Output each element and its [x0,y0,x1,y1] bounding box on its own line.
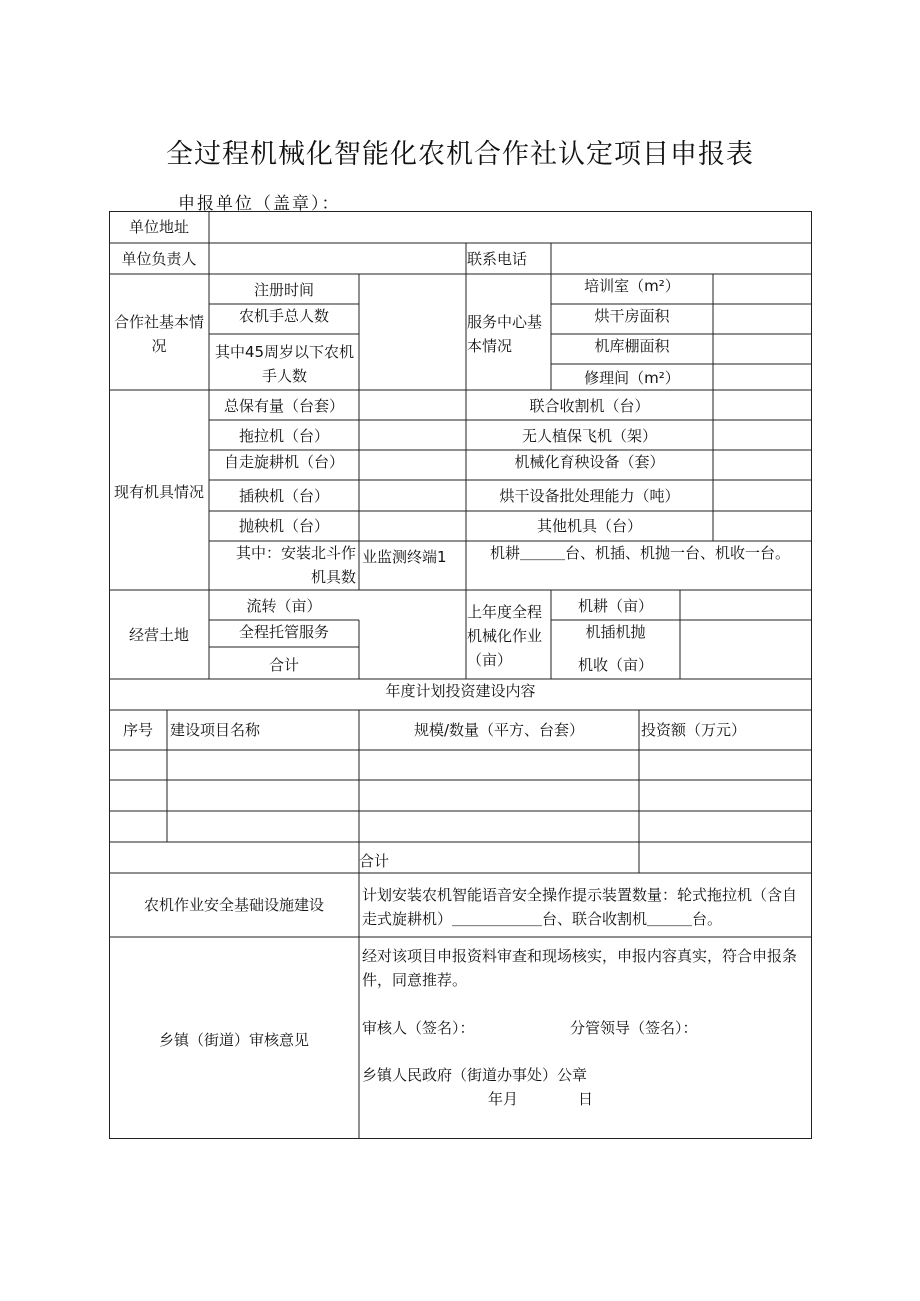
town-date: 年月 日 [488,1090,594,1108]
label-machinery: 现有机具情况 [113,483,204,501]
label-drone: 无人植保飞机（架） [521,427,657,445]
label-dryer-capacity: 烘干设备批处理能力（吨） [499,487,680,505]
label-seedling: 机械化育秧设备（套） [514,453,665,471]
label-phone: 联系电话 [467,250,528,268]
label-other: 其他机具（台） [536,517,642,535]
applicant-label: 申报单位（盖章）： [178,194,341,214]
label-harvest: 机收（亩） [577,656,653,674]
label-insert: 机插机抛 [585,623,646,641]
label-training: 培训室（m²） [584,277,680,295]
label-operators: 农机手总人数 [238,307,329,325]
label-transfer: 流转（亩） [246,597,322,615]
label-rotary: 自走旋耕机（台） [223,453,344,471]
label-safety: 农机作业安全基础设施建设 [143,896,324,914]
leader-sign: 分管领导（签名）： [570,1019,698,1037]
label-thrower: 抛秧机（台） [238,517,329,535]
label-repair: 修理间（m²） [584,369,680,387]
label-harvester: 联合收割机（台） [529,397,650,415]
label-monitor: 业监测终端1 [362,548,447,566]
col-amount: 投资额（万元） [641,721,747,739]
col-name: 建设项目名称 [170,721,261,739]
label-mach-total: 总保有量（台套） [223,397,344,415]
label-coop: 合作社基本情况 [113,313,204,355]
reviewer-sign: 审核人（签名）： [362,1019,475,1037]
label-town: 乡镇（街道）审核意见 [158,1031,309,1049]
label-address: 单位地址 [128,218,189,236]
town-opinion: 经对该项目申报资料审查和现场核实，申报内容真实，符合申报条件，同意推荐。 [362,947,798,989]
label-garage: 机库棚面积 [594,337,670,355]
label-reg-time: 注册时间 [253,281,314,299]
label-land-sum: 合计 [268,656,299,674]
label-trust: 全程托管服务 [238,623,329,641]
label-plow: 机耕（亩） [577,597,653,615]
label-transplanter: 插秧机（台） [238,487,329,505]
safety-text: 计划安装农机智能语音安全操作提示装置数量：轮式拖拉机（含自走式旋耕机）＿＿＿＿＿＿台、联合收割机＿＿＿台。 [362,886,798,928]
label-young-operators: 其中45周岁以下农机手人数 [214,343,355,385]
invest-title: 年度计划投资建设内容 [385,682,536,700]
label-land: 经营土地 [128,626,189,644]
label-drying: 烘干房面积 [594,307,670,325]
label-last-year: 上年度全程机械化作业（亩） [467,603,543,669]
label-beidou: 其中：安装北斗作机具数 [235,544,356,586]
page-title: 全过程机械化智能化农机合作社认定项目申报表 [166,139,754,170]
label-tractor: 拖拉机（台） [238,427,329,445]
col-no: 序号 [122,721,153,739]
invest-sum: 合计 [358,852,389,870]
label-service-center: 服务中心基本情况 [467,313,543,355]
label-distribution: 机耕＿＿＿台、机插、机抛一台、机收一台。 [490,544,791,562]
label-leader: 单位负责人 [121,250,197,268]
col-scale: 规模/数量（平方、台套） [413,721,585,739]
town-seal: 乡镇人民政府（街道办事处）公章 [362,1066,588,1084]
